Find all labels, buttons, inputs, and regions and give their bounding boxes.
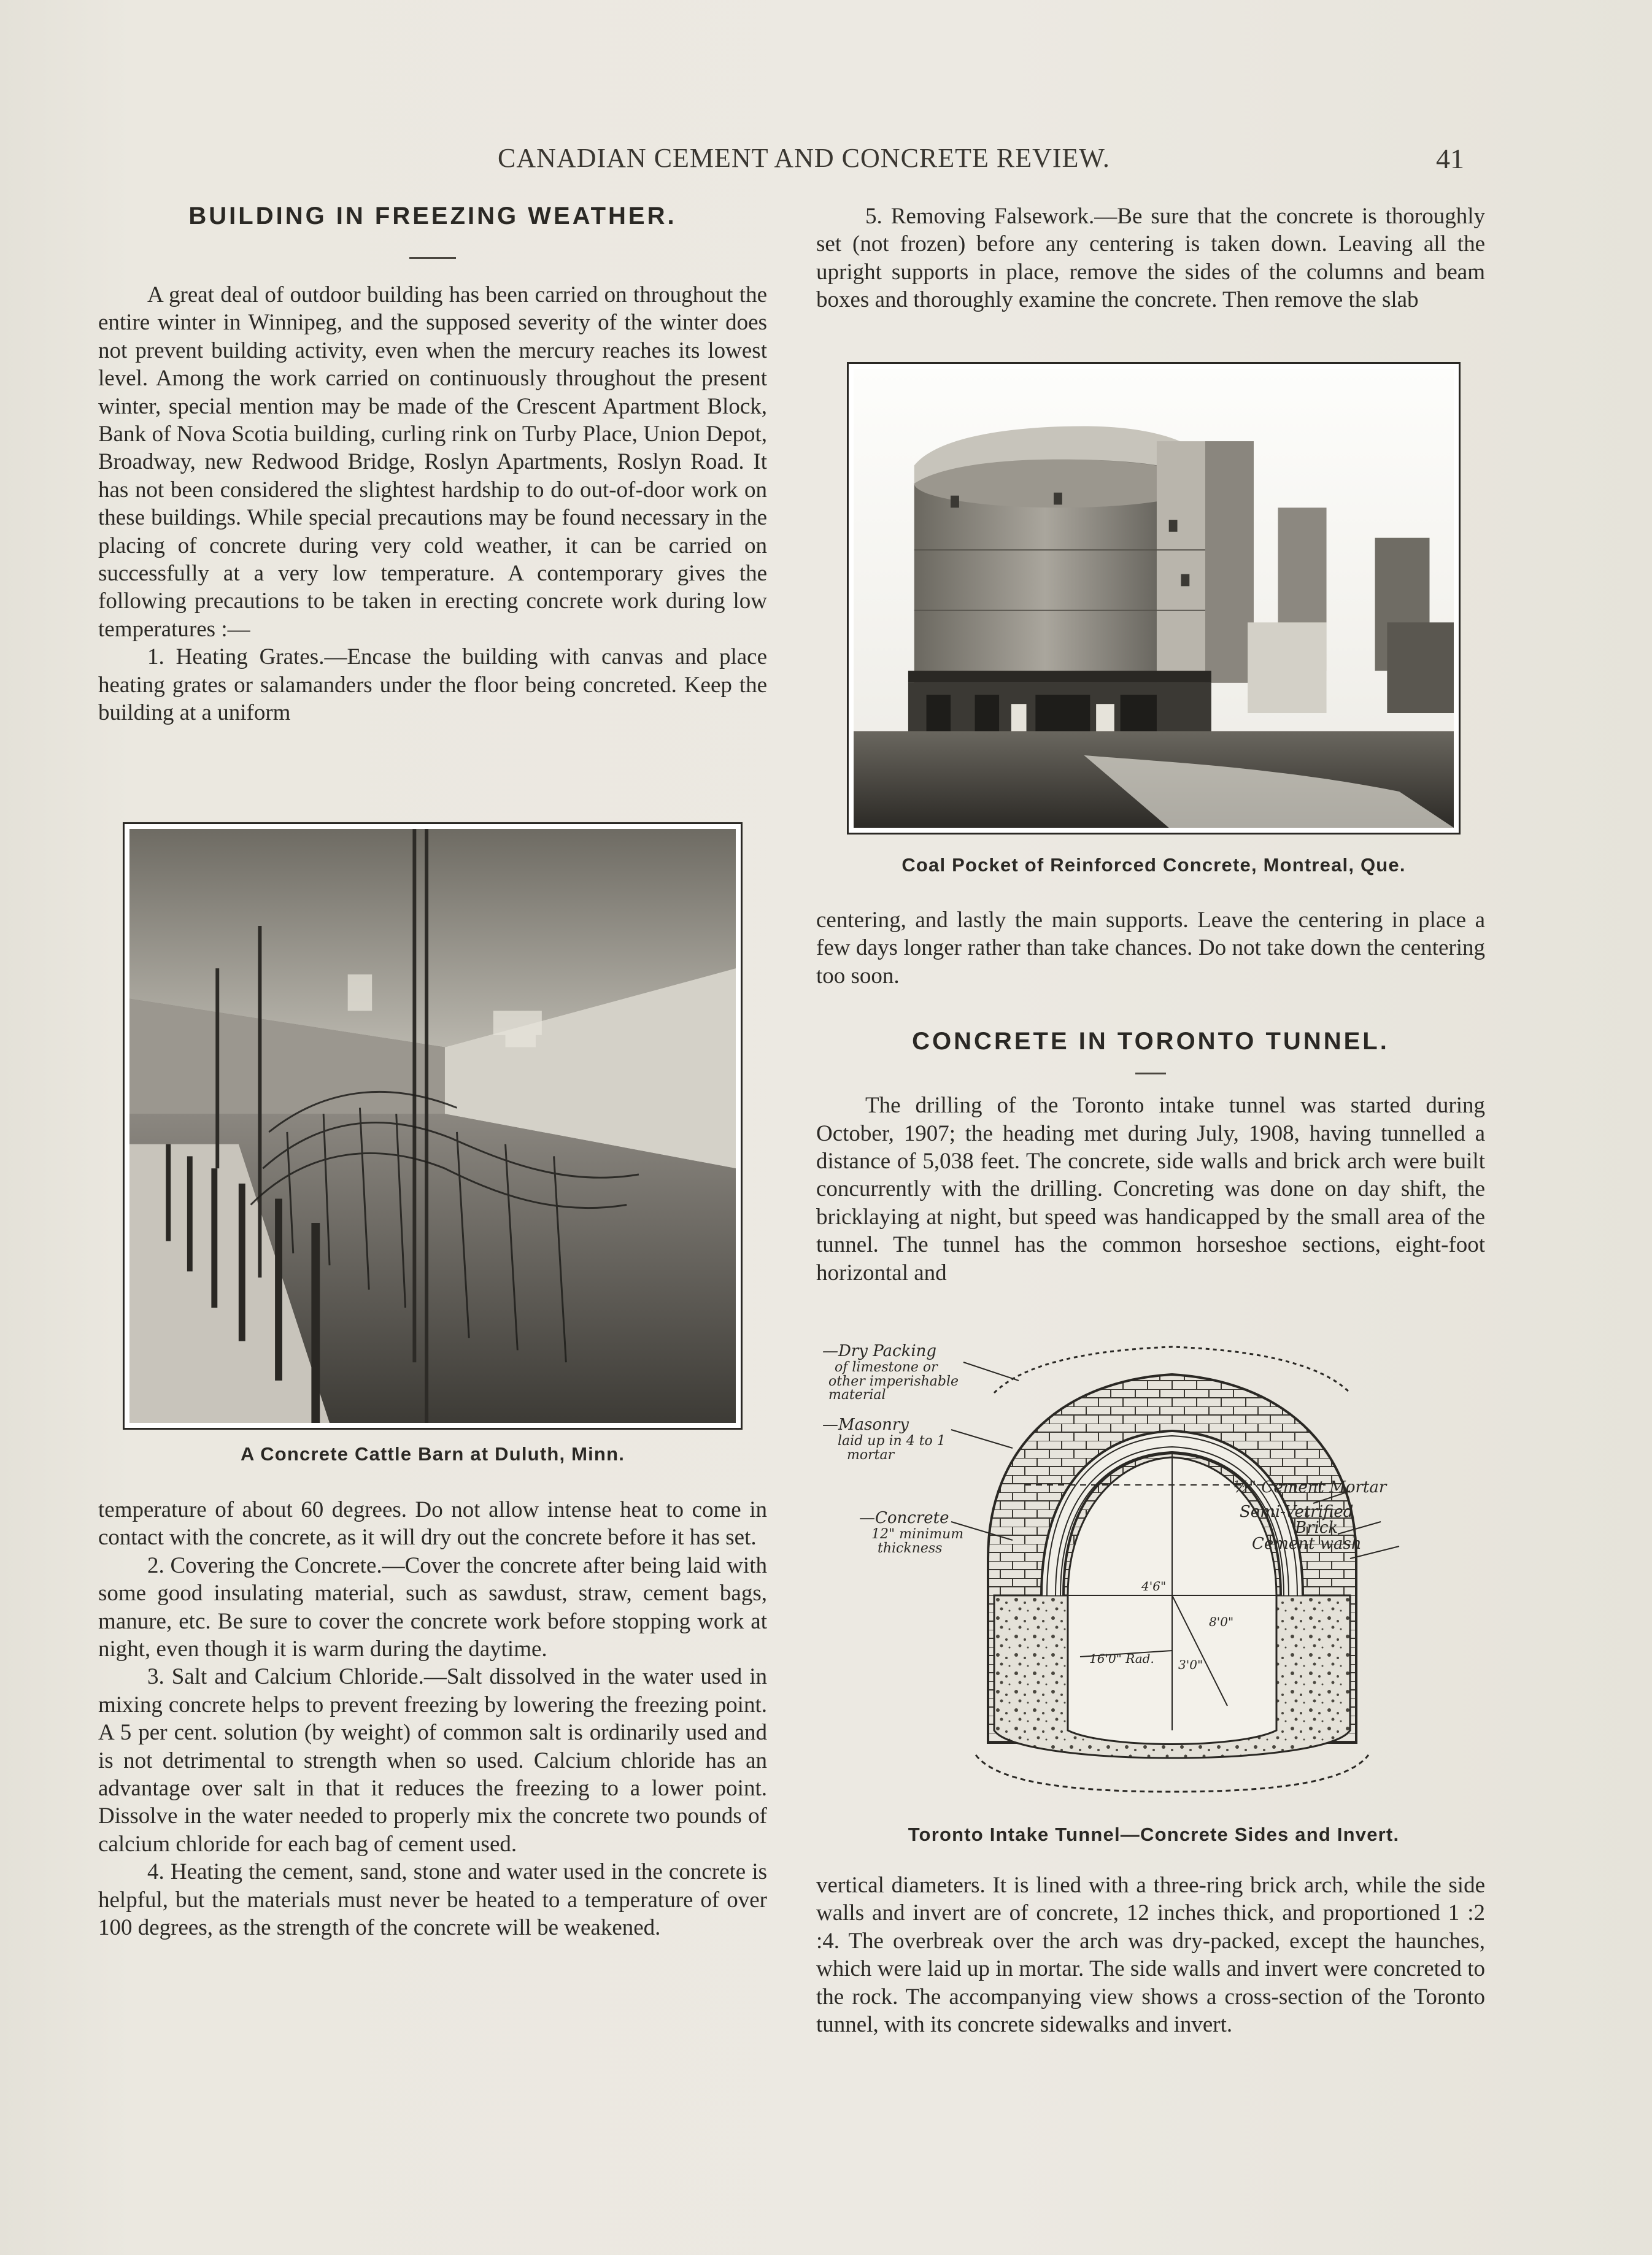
right-column-middle [816, 906, 1485, 1287]
tunnel-paragraph-1: The drilling of the Toronto intake tunnel was started during October, 1907; the heading met during July, 1908, having tunnelled a distance of 5,038 feet. The concrete, side walls and brick arch were built concurrently with the drilling. Concreting was done on day shift, the bricklaying at night, but speed was handicapped by the small area of the tunnel. The tunnel has the common horseshoe sections, eight-foot horizontal and [816, 1093, 1485, 1286]
item-removing-falsework: 5. Removing Falsework.—Be sure that the concrete is thoroughly set (not frozen) before any centering is taken down. Leaving all the upright supports in place, remove the sides of the columns and beam boxes and thoroughly examine the concrete. Then remove the slab [816, 204, 1485, 313]
label-dry-packing-4: material [828, 1387, 886, 1403]
coal-caption: Coal Pocket of Reinforced Concrete, Montreal, Que. [901, 854, 1406, 876]
page-number: 41 [1436, 143, 1464, 174]
label-brick: Brick [1295, 1519, 1338, 1537]
title-rule [409, 257, 456, 259]
label-concrete: —Concrete [859, 1509, 949, 1527]
tunnel-title-rule [1135, 1073, 1166, 1074]
right-column-top [816, 202, 1485, 314]
article-title-freezing: BUILDING IN FREEZING WEATHER. [188, 202, 677, 229]
tunnel-paragraph-2: vertical diameters. It is lined with a three-ring brick arch, while the side walls and invert are of concrete, 12 inches thick, and proportioned 1 :2 :4. The overbreak over the arch was dry-packed, except the haunches, which were laid up in mortar. The side walls and invert were concreted to the rock. The accompanying view shows a cross-section of the Toronto tunnel, with its concrete sidewalks and invert. [816, 1873, 1485, 2038]
label-semi-vitrified: Semi-Vetrified [1240, 1503, 1354, 1521]
label-dry-packing-2: of limestone or [835, 1360, 938, 1375]
label-dim-diagonal: 8'0" [1209, 1614, 1234, 1629]
label-dim-horizontal: 4'6" [1141, 1579, 1167, 1594]
tunnel-cross-section-diagram [810, 1338, 1497, 1816]
label-masonry-3: mortar [847, 1447, 895, 1463]
tunnel-caption: Toronto Intake Tunnel—Concrete Sides and Invert. [908, 1824, 1400, 1845]
tunnel-diagram-svg [810, 1338, 1497, 1816]
item-removing-falsework-end: centering, and lastly the main supports. Leave the centering in place a few days longer rather than take chances. Do not take down the centering too soon. [816, 908, 1485, 989]
running-title: CANADIAN CEMENT AND CONCRETE REVIEW. [498, 143, 1110, 173]
item-heating-grates-end: temperature of about 60 degrees. Do not allow intense heat to come in contact with the concrete, as it will dry out the concrete before it has set. [98, 1497, 767, 1551]
label-concrete-2: 12" minimum [871, 1527, 964, 1542]
item-heating-grates: 1. Heating Grates.—Encase the building with canvas and place heating grates or salamanders under the floor being concreted. Keep the building at a uniform [98, 644, 767, 726]
coal-pocket-image [854, 369, 1454, 828]
cattle-barn-image [129, 829, 736, 1423]
left-article [98, 202, 767, 727]
right-column-bottom [816, 1871, 1485, 2038]
left-article-continued [98, 1496, 767, 1942]
coal-pocket-photo [847, 362, 1461, 835]
label-cement-mortar: ½" Cement Mortar [1233, 1478, 1387, 1497]
label-masonry: —Masonry [822, 1416, 909, 1434]
label-dry-packing-3: other imperishable [828, 1374, 959, 1389]
label-dim-vertical: 3'0" [1178, 1657, 1203, 1672]
item-covering: 2. Covering the Concrete.—Cover the concrete after being laid with some good insulating material, such as sawdust, straw, cement bags, manure, etc. Be sure to cover the concrete work before stopping work at night, even though it is warm during the daytime. [98, 1552, 767, 1662]
barn-caption: A Concrete Cattle Barn at Duluth, Minn. [240, 1443, 625, 1465]
cattle-barn-photo [123, 822, 743, 1430]
label-concrete-3: thickness [878, 1541, 943, 1556]
label-masonry-2: laid up in 4 to 1 [838, 1433, 946, 1449]
label-cement-wash: Cement wash [1252, 1535, 1362, 1553]
intro-paragraph: A great deal of outdoor building has been carried on throughout the entire winter in Winnipeg, and the supposed severity of the winter does not prevent building activity, even when the mercury reaches its lowest level. Among the work carried on continuously throughout the present winter, special mention may be made of the Crescent Apartment Block, Bank of Nova Scotia building, curling rink on Turby Place, Union Depot, Broadway, new Redwood Bridge, Roslyn Apartments, Roslyn Road. It has not been considered the slightest hardship to do out-of-door work on these buildings. While special precautions may be found necessary in the placing of concrete during very cold weather, it can be carried on successfully at a very low temperature. A contemporary gives the following precautions to be taken in erecting concrete work during low temperatures :— [98, 282, 767, 642]
item-heating-materials: 4. Heating the cement, sand, stone and water used in the concrete is helpful, but the materials must never be heated to a temperature of over 100 degrees, as the strength of the concrete will be weakened. [98, 1859, 767, 1941]
article-title-tunnel: CONCRETE IN TORONTO TUNNEL. [912, 1028, 1389, 1055]
label-dry-packing: —Dry Packing [822, 1342, 937, 1360]
label-dim-radius: 16'0" Rad. [1089, 1651, 1154, 1666]
item-salt: 3. Salt and Calcium Chloride.—Salt dissolved in the water used in mixing concrete helps to prevent freezing by lowering the freezing point. A 5 per cent. solution (by weight) of common salt is ordinarily used and is not detrimental to strength when so used. Calcium chloride has an advantage over salt in that it reduces the freezing to a lower point. Dissolve in the water needed to properly mix the concrete two pounds of calcium chloride for each bag of cement used. [98, 1664, 767, 1857]
